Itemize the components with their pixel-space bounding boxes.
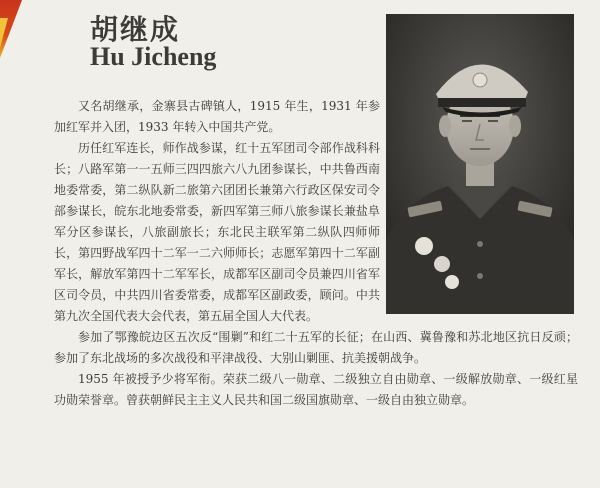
bio-paragraph-origin: 又名胡继承，金寨县古碑镇人，1915 年生，1931 年参加红军并入团，1933 年转入中国共产党。: [54, 99, 380, 134]
biography: [54, 96, 578, 411]
name-english: Hu Jicheng: [90, 42, 217, 71]
bio-paragraph-positions: 历任红军连长，师作战参谋，红十五军团司令部作战科科长；八路军第一一五师三四四旅六八九团参谋长，中共鲁西南地委常委，第二纵队新二旅第六团团长兼第六行政区保安司令部参谋长，皖东北地委常委，新四军第三师八旅参谋长兼盐阜军分区参谋长，八旅副旅长；东北民主联军第二纵队四师师长，第四野战军四十二军一二六师师长；志愿军第四十二军副军长，解放军第四十二军军长，成都军区副司令员兼四川省军区司令员，中共四川省委常委，成都军区副政委，顾问。中共第九次全国代表大会代表，第五届全国人大代表。: [54, 141, 380, 323]
bio-paragraph-campaigns: 参加了鄂豫皖边区五次反“围剿”和红二十五军的长征；在山西、冀鲁豫和苏北地区抗日反顽；参加了东北战场的多次战役和平津战役、大别山剿匪、抗美援朝战争。: [54, 330, 578, 365]
name-chinese: 胡继成: [90, 13, 181, 46]
bio-paragraph-honors: 1955 年被授予少将军衔。荣获二级八一勋章、二级独立自由勋章、一级解放勋章、一级红星功勋荣誉章。曾获朝鲜民主主义人民共和国二级国旗勋章、一级自由独立勋章。: [54, 372, 578, 407]
